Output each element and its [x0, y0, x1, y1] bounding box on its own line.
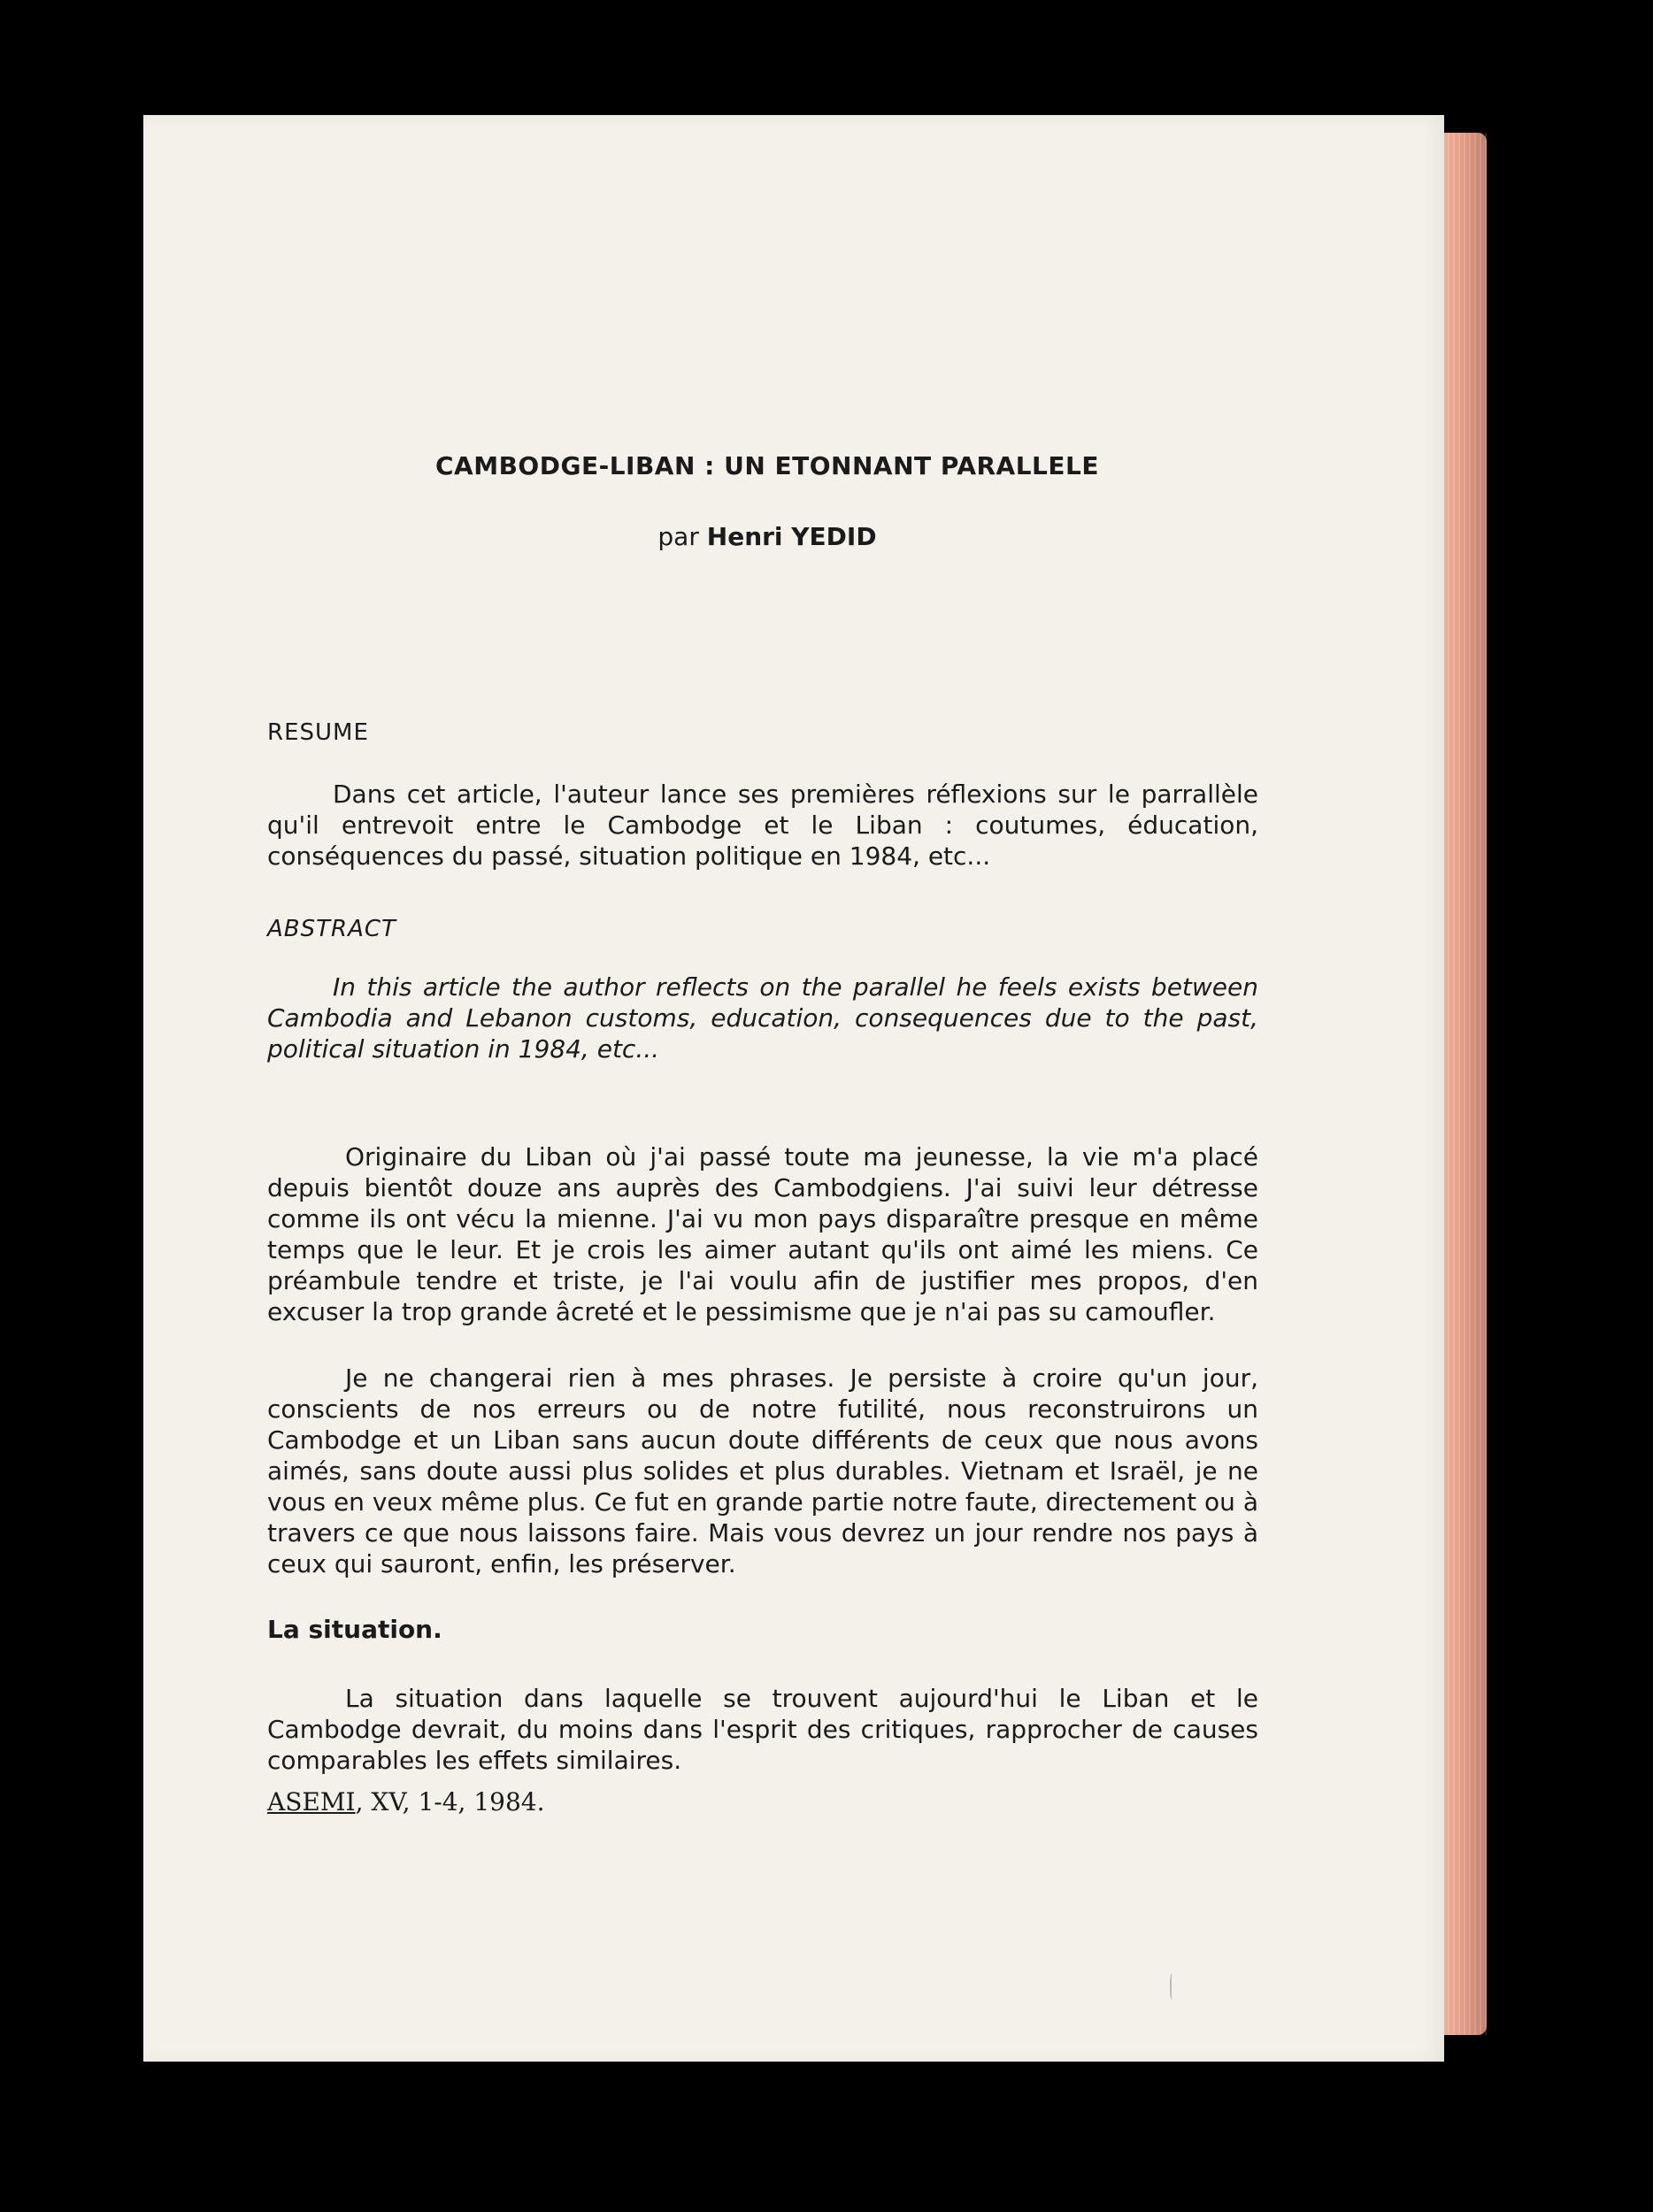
body-paragraph-2: Je ne changerai rien à mes phrases. Je persiste à croire qu'un jour, conscients de nos erreurs ou de notre futilité, nous reconstruirons un Cambodge et un Liban sans aucun doute différents de ceux que nous avons aimés, sans doute aussi plus solides et plus durables. Vietnam et Israël, je ne vous en veux même plus. Ce fut en grande partie notre faute, directement ou à travers ce que nous laissons faire. Mais vous devrez un jour rendre nos pays à ceux qui sauront, enfin, les préserver.: [267, 1363, 1258, 1578]
page-mark: [1170, 1973, 1175, 2000]
journal-name: ASEMI: [267, 1787, 356, 1816]
resume-paragraph: Dans cet article, l'auteur lance ses premières réflexions sur le parrallèle qu'il entrevoit entre le Cambodge et le Liban : coutumes, éducation, conséquences du passé, situation politique en 1984, etc...: [267, 780, 1258, 871]
situation-heading: La situation.: [267, 1615, 442, 1644]
article-title: CAMBODGE-LIBAN : UN ETONNANT PARALLELE: [435, 451, 1099, 480]
resume-heading: RESUME: [267, 719, 369, 746]
situation-paragraph: La situation dans laquelle se trouvent aujourd'hui le Liban et le Cambodge devrait, du moins dans l'esprit des critiques, rapprocher de causes comparables les effets similaires.: [267, 1684, 1258, 1775]
author-name: Henri YEDID: [706, 522, 877, 551]
abstract-paragraph: In this article the author reflects on the parallel he feels exists between Cambodia and Lebanon customs, education, consequences due to the past, political situation in 1984, etc...: [267, 972, 1258, 1064]
abstract-heading: ABSTRACT: [267, 916, 396, 942]
byline: [267, 522, 1267, 551]
byline-prefix: par: [657, 522, 699, 551]
journal-reference: [267, 1787, 545, 1816]
journal-volume: , XV, 1-4, 1984.: [355, 1787, 545, 1816]
book-page: [143, 115, 1444, 2062]
body-paragraph-1: Originaire du Liban où j'ai passé toute ma jeunesse, la vie m'a placé depuis bientôt douze ans auprès des Cambodgiens. J'ai suivi leur détresse comme ils ont vécu la mienne. J'ai vu mon pays disparaître presque en même temps que le leur. Et je crois les aimer autant qu'ils ont aimé les miens. Ce préambule tendre et triste, je l'ai voulu afin de justifier mes propos, d'en excuser la trop grande âcreté et le pessimisme que je n'ai pas su camoufler.: [267, 1142, 1258, 1326]
